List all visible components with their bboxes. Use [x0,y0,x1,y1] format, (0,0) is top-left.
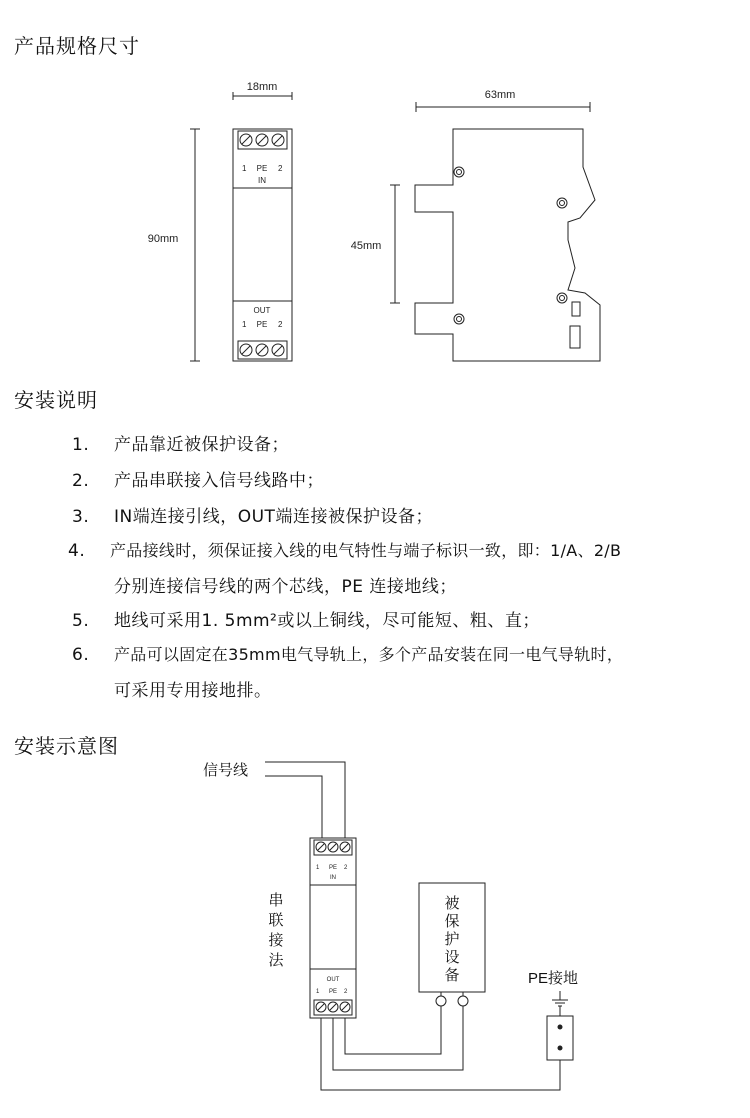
protected-equipment-box [419,883,485,992]
ground-icon [552,991,568,1016]
diagram-terminal-out: OUT [326,977,340,983]
list-item [68,538,621,561]
diagram-terminal-1-in: 1 [316,865,320,871]
section-title-dimensions: 产品规格尺寸 [14,34,140,58]
list-item-text: 产品靠近被保护设备； [114,435,289,455]
list-item-text: 产品可以固定在35mm电气导轨上，多个产品安装在同一电气导轨时， [114,645,624,664]
terminal-label-2-out: 2 [278,320,283,329]
terminal-label-pe-in: PE [256,164,268,173]
terminal-label-in: IN [258,176,266,185]
diagram-terminal-pe-in: PE [328,865,338,871]
dim-width-side: 63mm [484,89,516,101]
dim-height-front: 90mm [147,233,179,245]
series-label-char: 联 [268,912,284,929]
list-item-text: 产品接线时，须保证接入线的电气特性与端子标识一致，即：1/A、2/B [110,541,622,560]
list-item-text: IN端连接引线，OUT端连接被保护设备； [114,507,433,527]
list-item-number: 6. [72,645,90,665]
list-item-continuation: 可采用专用接地排。 [114,681,272,701]
series-label-char: 接 [268,932,284,949]
terminal-label-1-in: 1 [242,164,247,173]
dim-height-side: 45mm [350,240,382,252]
list-item [72,466,324,491]
protected-label-char: 设 [444,949,460,966]
protected-label-char: 保 [444,913,460,930]
dimension-drawings [0,0,750,380]
module-diagram [310,838,356,1018]
terminal-label-1-out: 1 [242,320,247,329]
signal-wire-label: 信号线 [203,762,249,779]
protected-label-char: 被 [444,895,460,912]
series-label-char: 串 [268,892,284,909]
list-item-text: 产品串联接入信号线路中； [114,471,324,491]
pe-ground-label: PE接地 [528,970,579,987]
list-item-number: 5. [72,611,90,631]
diagram-terminal-1-out: 1 [316,989,320,995]
diagram-terminal-in: IN [330,875,336,881]
terminal-label-pe-out: PE [256,320,268,329]
ground-terminal-block [547,1016,573,1060]
list-item-text: 地线可采用1. 5mm²或以上铜线，尽可能短、粗、直； [114,611,540,631]
terminal-label-2-in: 2 [278,164,283,173]
diagram-terminal-2-out: 2 [344,989,348,995]
terminal-label-out: OUT [253,306,271,315]
list-item [72,642,623,665]
section-title-installation: 安装说明 [14,388,98,412]
list-item [72,606,540,631]
protected-label-char: 护 [444,931,460,948]
list-item-number: 4. [68,541,86,561]
list-item-number: 2. [72,471,90,491]
series-label-char: 法 [268,952,284,969]
module-side-view [415,129,600,361]
protected-label-char: 备 [444,967,460,984]
list-item-number: 1. [72,435,90,455]
equipment-terminal-b [458,996,468,1006]
list-item-continuation: 分别连接信号线的两个芯线，PE 连接地线； [114,577,457,597]
list-item [72,430,289,455]
equipment-terminal-a [436,996,446,1006]
list-item [72,502,433,527]
list-item-number: 3. [72,507,90,527]
section-title-diagram: 安装示意图 [14,734,119,758]
diagram-terminal-2-in: 2 [344,865,348,871]
dim-width-front: 18mm [246,81,278,93]
diagram-terminal-pe-out: PE [328,989,338,995]
